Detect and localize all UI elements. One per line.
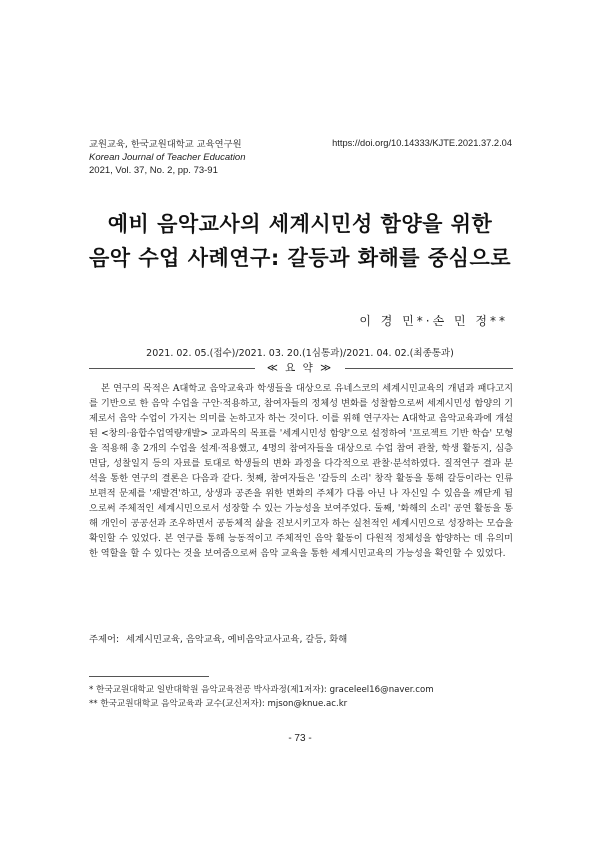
keywords-text: 세계시민교육, 음악교육, 예비음악교사교육, 갈등, 화해 <box>126 634 348 645</box>
journal-volume: 2021, Vol. 37, No. 2, pp. 73-91 <box>89 165 218 176</box>
submission-dates: 2021. 02. 05.(접수)/2021. 03. 20.(1심통과)/2021. 04. 02.(최종통과) <box>146 348 454 359</box>
abstract-heading <box>89 360 513 376</box>
doi-link[interactable]: https://doi.org/10.14333/KJTE.2021.37.2.04 <box>332 138 512 148</box>
footnote-divider <box>89 676 209 677</box>
footnote-corresponding-author: ** 한국교원대학교 음악교육과 교수(교신저자): mjson@knue.ac.kr <box>89 699 348 709</box>
journal-english-name: Korean Journal of Teacher Education <box>89 152 246 163</box>
journal-institution: 교원교육, 한국교원대학교 교육연구원 <box>89 139 242 150</box>
keywords <box>89 631 513 645</box>
abstract-body: 본 연구의 목적은 A대학교 음악교육과 학생들을 대상으로 유네스코의 세계시민교육의 개념과 패다고지를 기반으로 한 음악 수업을 구안·적용하고, 참여자들의 정체성 변화를 성찰함으로써 세계시민성 함양의 기제로서 음악 수업이 가지는 의미를 논하고자 하는 것이다. 이를 위해 연구자는 A대학교 음악교육과에 개설된 <창의·융합수업역량개발> 교과목의 목표를 '세계시민성 함양'으로 설정하여 '프로젝트 기반 학습' 모형을 적용해 총 2개의 수업을 설계·적용했고, 4명의 참여자들을 대상으로 수업 참여 관찰, 학생 활동지, 심층 면담, 성찰일지 등의 자료를 토대로 학생들의 변화 과정을 다각적으로 관찰·분석하였다. 질적연구 결과 분석을 통한 연구의 결론은 다음과 같다. 첫째, 참여자들은 '갈등의 소리' 창작 활동을 통해 갈등이라는 인류 보편적 문제를 '재발견'하고, 상생과 공존을 위한 변화의 주체가 다름 아닌 나 자신일 수 있음을 깨닫게 됨으로써 주체적인 세계시민으로서 성장할 수 있는 가능성을 보여주었다. 둘째, '화해의 소리' 공연 활동을 통해 개인이 공공선과 조우하면서 공동체적 삶을 진보시키고자 하는 실천적인 세계시민으로 성장하는 모습을 확인할 수 있었다. 본 연구를 통해 능동적이고 주체적인 음악 활동이 다원적 정체성을 함양하는 데 유의미한 역할을 할 수 있다는 것을 보여줌으로써 음악 교육을 통한 세계시민교육의 가능성을 확인할 수 있었다. <box>89 383 513 559</box>
abstract-rule-right <box>345 368 513 369</box>
page-number: - 73 - <box>288 733 312 744</box>
keywords-label: 주제어: <box>89 634 120 645</box>
paper-title-line-1: 예비 음악교사의 세계시민성 함양을 위한 <box>107 212 493 236</box>
footnote-first-author: * 한국교원대학교 일반대학원 음악교육전공 박사과정(제1저자): graceleel16@naver.com <box>89 685 434 695</box>
paper-title-line-2: 음악 수업 사례연구: 갈등과 화해를 중심으로 <box>88 246 512 270</box>
authors: 이 경 민*·손 민 정** <box>359 314 508 328</box>
abstract-heading-label: ≪ 요 약 ≫ <box>266 362 334 374</box>
journal-header <box>89 138 246 177</box>
abstract-rule-left <box>89 368 255 369</box>
